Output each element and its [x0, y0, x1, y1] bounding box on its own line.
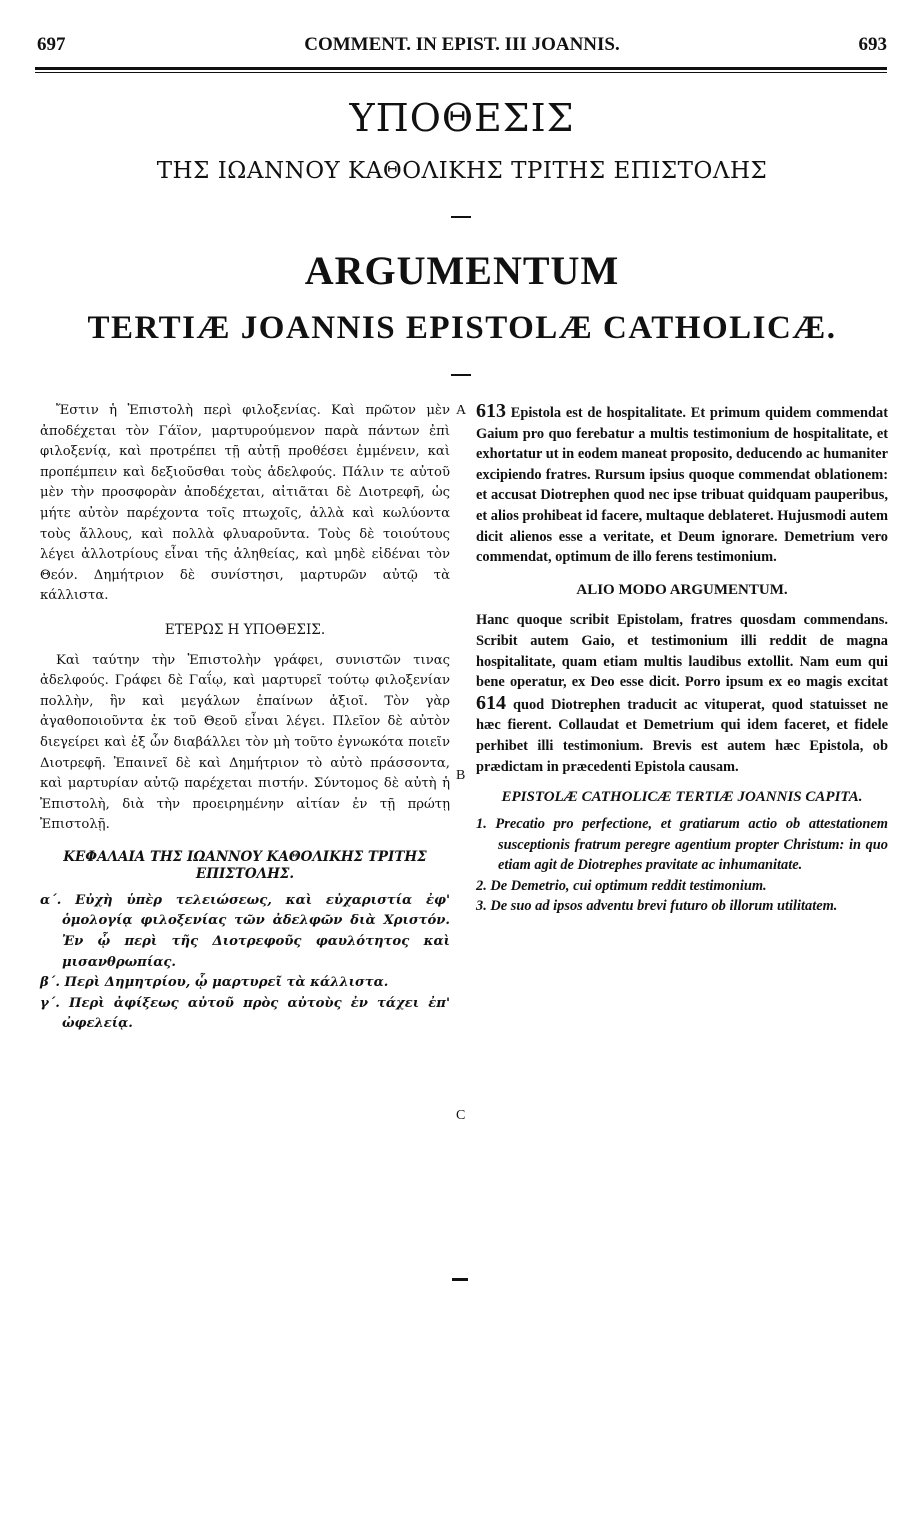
- latin-chapter-item: 2. De Demetrio, cui optimum reddit testimonium.: [476, 877, 767, 894]
- greek-chapter-item: β΄. Περὶ Δημητρίου, ᾧ μαρτυρεῖ τὰ κάλλιστα.: [40, 975, 389, 991]
- greek-argument-paragraph: Ἔστιν ἡ Ἐπιστολὴ περὶ φιλοξενίας. Καὶ πρῶτον μὲν ἀποδέχεται τὸν Γάϊον, μαρτυρούμενον παρὰ πάντων ἐπὶ φιλοξενίᾳ, καὶ προτρέπει τῇ αὐτῇ προθέσει ἐμμένειν, καὶ προπέμπειν καὶ δεξιοῦσθαι τοὺς ἀδελφούς. Πάλιν τε αὐτοῦ μὲν τὴν προσφορὰν ἀποδέχεται, αἰτιᾶται δὲ Διοτρεφῆ, ὡς μήτε αὐτὸν παρέχοντα τοῖς πτωχοῖς, ἀλλὰ καὶ κωλύοντα τοὺς ἄλλους, καὶ πολλὰ φλυαροῦντα. Τοὺς δὲ τοιούτους λέγει ἀλλοτρίους εἶναι τῆς ἀληθείας, καὶ μηδὲ εἰδέναι τὸν Θεόν. Δημήτριον δὲ συνίστησι, μαρτυρῶν αὐτῷ τὰ κάλλιστα.: [40, 403, 450, 604]
- running-title: COMMENT. IN EPIST. III JOANNIS.: [304, 34, 620, 55]
- greek-chapter-item: γ΄. Περὶ ἀφίξεως αὐτοῦ πρὸς αὐτοὺς ἐν τάχει ἐπ' ὠφελείᾳ.: [40, 995, 450, 1032]
- column-number-614: 614: [476, 691, 506, 714]
- title-divider: [451, 216, 471, 218]
- header-rule-thin: [35, 72, 887, 73]
- greek-subtitle: ΤΗΣ ΙΩΑΝΝΟΥ ΚΑΘΟΛΙΚΗΣ ΤΡΙΤΗΣ ΕΠΙΣΤΟΛΗΣ: [156, 158, 768, 184]
- greek-chapter-list: [40, 891, 450, 1035]
- latin-chapter-item: 3. De suo ad ipsos adventu brevi futuro ob illorum utilitatem.: [476, 898, 838, 915]
- latin-column: [476, 401, 888, 917]
- header-rule: [35, 67, 887, 70]
- title-divider-2: [451, 374, 471, 376]
- greek-heading-alternate: ΕΤΕΡΩΣ Η ΥΠΟΘΕΣΙΣ.: [164, 621, 326, 638]
- margin-letter-a: A: [456, 403, 467, 418]
- latin-chapter-list: [476, 814, 888, 917]
- margin-letter-b: B: [456, 768, 466, 783]
- latin-heading-alternate: ALIO MODO ARGUMENTUM.: [576, 581, 788, 598]
- page-number-left: 697: [37, 34, 66, 55]
- latin-argument-paragraph: 613 Epistola est de hospitalitate. Et primum quidem commendat Gaium pro quo ferebatur a multis testimonium de hospitalitate, et exhortatur ut in eodem maneat proposito, deducendo ac humaniter excipiendo fratres. Rursum ipsius quoque commendat oblationem: et accusat Diotrephen quod nec ipse tribuat quidquam pauperibus, et alios prohibeat id facere, multaque deblateret. Hujusmodi autem dicit alienos esse a veritate, et Deum ignorare. Demetrium vero commendat, optimum de illo ferens testimonium.: [476, 400, 888, 566]
- latin-chapters-heading: EPISTOLÆ CATHOLICÆ TERTIÆ JOANNIS CAPITA.: [501, 789, 863, 806]
- latin-chapter-item: 1. Precatio pro perfectione, et gratiarum actio ob attestationem susceptionis fratrum peregre agentium propter Christum: in quo etiam agit de Diotrephes pravitate ac inhumanitate.: [476, 816, 888, 874]
- latin-subtitle: TERTIÆ JOANNIS EPISTOLÆ CATHOLICÆ.: [87, 310, 837, 346]
- margin-letter-c: C: [456, 1108, 466, 1123]
- end-divider: [452, 1278, 468, 1281]
- greek-chapter-item: α΄. Εὐχὴ ὑπὲρ τελειώσεως, καὶ εὐχαριστία ἐφ' ὁμολογίᾳ φιλοξενίας τῶν ἀδελφῶν διὰ Χριστόν. Ἐν ᾧ περὶ τῆς Διοτρεφοῦς φαυλότητος καὶ μισανθρωπίας.: [40, 892, 450, 970]
- greek-title: ΥΠΟΘΕΣΙΣ: [349, 96, 575, 140]
- greek-alternate-paragraph: Καὶ ταύτην τὴν Ἐπιστολὴν γράφει, συνιστῶν τινας ἀδελφούς. Γράφει δὲ Γαΐῳ, καὶ μαρτυρεῖ τούτῳ φιλοξενίαν πολλὴν, ἣν καὶ μεγάλων ἐπαίνων ἀξιοῖ. Τὸν γὰρ ἀγαθοποιοῦντα ἐκ τοῦ Θεοῦ εἶναι λέγει. Πλεῖον δὲ αὐτὸν διεγείρει καὶ ἐξ ὧν διαβάλλει τὸν μὴ τοῦτο ἐγνωκότα ποιεῖν Διοτρεφῆ. Ἐπαινεῖ δὲ καὶ Δημήτριον τὸ αὐτὸ πράσσοντα, καὶ μαρτυρίαν αὐτῷ παρέχεται πιστήν. Σύντομος δὲ αὐτὴ ἡ Ἐπιστολὴ, διὰ τὴν προειρημένην αἰτίαν ἐν τῇ πρώτῃ Ἐπιστολῇ.: [40, 652, 450, 833]
- latin-title: ARGUMENTUM: [304, 248, 620, 293]
- greek-chapters-heading: ΚΕΦΑΛΑΙΑ ΤΗΣ ΙΩΑΝΝΟΥ ΚΑΘΟΛΙΚΗΣ ΤΡΙΤΗΣ ΕΠΙΣΤΟΛΗΣ.: [63, 848, 427, 882]
- latin-alternate-paragraph: Hanc quoque scribit Epistolam, fratres quosdam commendans. Scribit autem Gaio, et testimonium illi reddit de magna hospitalitate, quam etiam multis laudibus extollit. Nam eum qui bene operatur, ex Deo esse dicit. Porro ipsum ex eo magis excitat 614 quod Diotrephen traducit ac vituperat, quod statuisset ne hæc fierent. Collaudat et Demetrium qui idem faceret, et fidele perhibet illi testimonium. Brevis est autem hæc Epistola, ob prædictam in præcedenti Epistola causam.: [476, 612, 889, 775]
- column-number-613: 613: [476, 400, 506, 422]
- page-number-right: 693: [858, 34, 887, 55]
- greek-column: [40, 401, 450, 1035]
